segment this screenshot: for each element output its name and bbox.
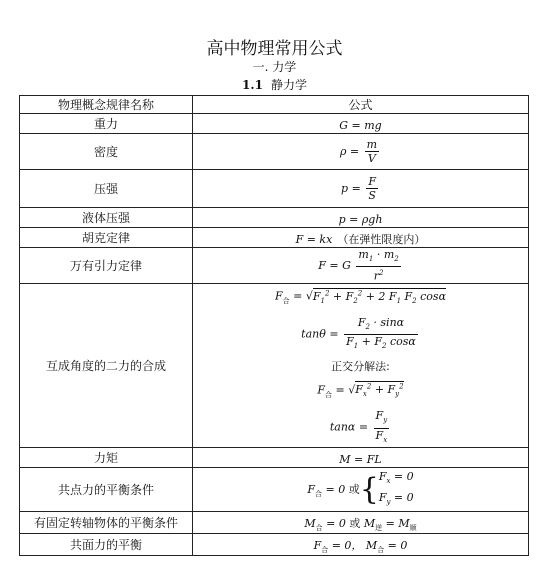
row-formula: $F_合 = 0$， $M_合 = 0$	[193, 534, 529, 556]
row-formula: ρ = $\frac{m}{V}$	[193, 134, 529, 170]
row-name: 力矩	[20, 448, 193, 468]
row-formula: F = kx （在弹性限度内）	[193, 228, 529, 248]
row-name: 共面力的平衡	[20, 534, 193, 556]
section-number: 1.1	[242, 78, 263, 92]
row-name: 万有引力定律	[20, 248, 193, 284]
row-name: 有固定转轴物体的平衡条件	[20, 512, 193, 534]
row-note: （在弹性限度内）	[337, 233, 426, 246]
row-name: 液体压强	[20, 208, 193, 228]
row-formula: M = FL	[193, 448, 529, 468]
row-formula: p = ρgh	[193, 208, 529, 228]
orthogonal-label: 正交分解法:	[331, 359, 390, 373]
or-text: 或	[348, 482, 360, 496]
row-formula: $F_合 = 0$ 或{$F_x = 0$ $F_y = 0$	[193, 468, 529, 512]
table-row	[20, 534, 529, 556]
table-row	[20, 284, 529, 448]
row-name: 密度	[20, 134, 193, 170]
row-name: 共点力的平衡条件	[20, 468, 193, 512]
section-heading	[0, 76, 549, 93]
row-formula: F = G $\frac{m_1 \cdot m_2}{r^2}$	[193, 248, 529, 284]
row-name: 胡克定律	[20, 228, 193, 248]
table-row	[20, 468, 529, 512]
row-name: 压强	[20, 170, 193, 208]
table-row	[20, 170, 529, 208]
row-formula: p = $\frac{F}{S}$	[193, 170, 529, 208]
table-row	[20, 448, 529, 468]
row-name: 重力	[20, 114, 193, 134]
table-row	[20, 512, 529, 534]
formula-table	[19, 95, 529, 556]
section-title: 静力学	[270, 78, 307, 92]
table-row	[20, 114, 529, 134]
or-text: 或	[349, 517, 361, 530]
header-name: 物理概念规律名称	[20, 96, 193, 114]
table-row	[20, 208, 529, 228]
row-formula: $M_合 = 0$ 或 $M_逆 = M_顺$	[193, 512, 529, 534]
header-formula: 公式	[193, 96, 529, 114]
row-formula: $F_合 = √F_1^2 + F_2^2 + 2$ $F_1$ $F_2$ cosα tanθ = $\frac{F_2 \cdot \sin\alpha}{F_1 + F_2 \cos\alpha}$ 正交分解法: $F_合 = √F_x^2 + F_y^2$ tanα = $\frac{F_y}{F_x}$	[193, 284, 529, 448]
table-header-row	[20, 96, 529, 114]
row-formula: G = mg	[193, 114, 529, 134]
table-row	[20, 248, 529, 284]
table-row	[20, 228, 529, 248]
document-title: 高中物理常用公式	[206, 39, 343, 59]
chapter-heading: 一. 力学	[252, 60, 297, 74]
row-name: 互成角度的二力的合成	[20, 284, 193, 448]
table-row	[20, 134, 529, 170]
